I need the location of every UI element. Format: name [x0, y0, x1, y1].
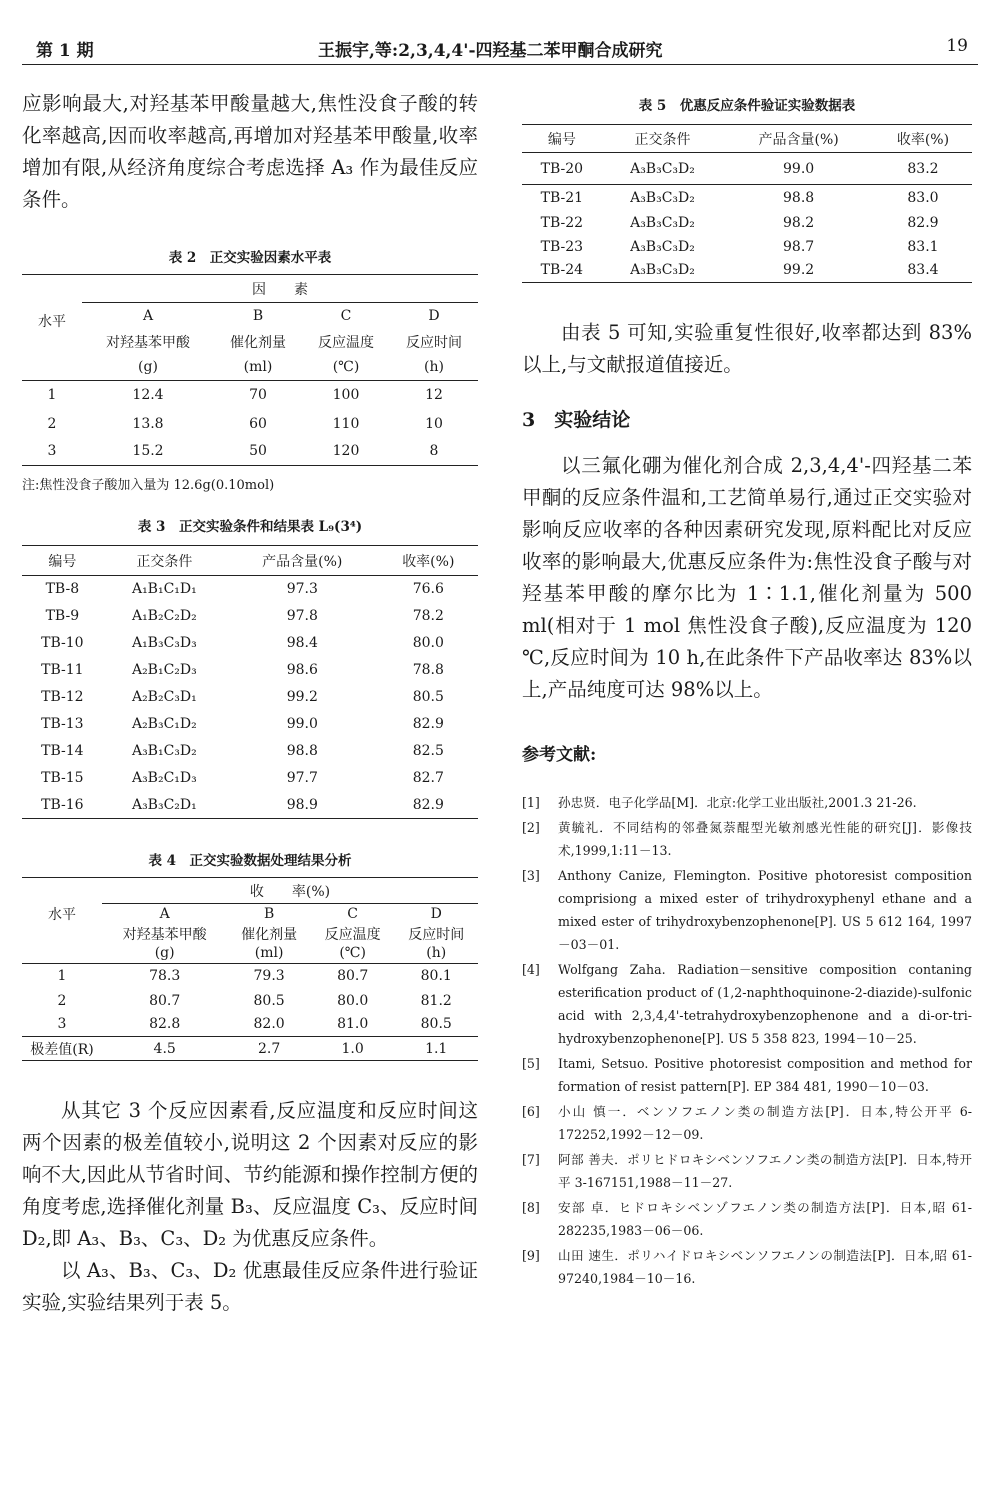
reference-item: [7] 阿部 善夫．ポリヒドロキシベンソフエノン类の制造方法[P]．日本,特开平 3-167151,1988－11－27.	[522, 1152, 972, 1190]
table-group-header: 收 率(%)	[102, 878, 478, 904]
table2	[22, 274, 478, 466]
col-header: 收率(%)	[402, 553, 455, 570]
col-code: D	[430, 905, 442, 922]
table-row: TB-23 A₃B₃C₃D₂ 98.7 83.1	[540, 238, 939, 255]
col-header: 正交条件	[634, 131, 691, 148]
references-heading: 参考文献:	[522, 745, 597, 765]
col-unit: (h)	[426, 945, 447, 962]
issue-number: 第 1 期	[36, 41, 94, 61]
table-row: TB-24 A₃B₃C₃D₂ 99.2 83.4	[522, 259, 972, 283]
paragraph: 从其它 3 个反应因素看,反应温度和反应时间这两个因素的极差值较小,说明这 2 个因素对反应的影响不大,因此从节省时间、节约能源和操作控制方便的角度考虑,选择催化剂量 B₃、反应温度 C₃、反应时间 D₂,即 A₃、B₃、C₃、D₂ 为优惠反应条件。	[22, 1099, 478, 1250]
table-row: TB-12 A₂B₂C₃D₁ 99.2 80.5	[41, 689, 444, 705]
table-rowhead: 水平	[22, 878, 102, 964]
table3-caption: 表 3 正交实验条件和结果表 L₉(3⁴)	[137, 519, 363, 535]
reference-item: [3] Anthony Canize, Flemington. Positive photoresist composition comprisiong a mixed ester of trihydroxyphenyl ethane and a mixed ester of trihydroxybenzophenone[P]. US 5 612 164, 1997－03－01.	[522, 868, 972, 952]
col-header: 编号	[48, 553, 77, 570]
table4-caption: 表 4 正交实验数据处理结果分析	[148, 853, 352, 869]
page-number: 19	[946, 36, 968, 56]
paragraph: 应影响最大,对羟基苯甲酸量越大,焦性没食子酸的转化率越高,因而收率越高,再增加对羟基苯甲酸量,收率增加有限,从经济角度综合考虑选择 A₃ 作为最佳反应条件。	[22, 92, 478, 211]
col-header: 收率(%)	[896, 131, 950, 148]
col-name: 反应时间	[408, 926, 465, 943]
table4	[22, 877, 478, 1061]
running-title: 王振宇,等:2,3,4,4'-四羟基二苯甲酮合成研究	[318, 41, 663, 61]
table-row: 1 78.3 79.3 80.7 80.1	[57, 968, 452, 985]
table-row: TB-21 A₃B₃C₃D₂ 98.8 83.0	[540, 189, 939, 206]
reference-item: [9] 山田 速生．ポリハイドロキシベンソフエノンの制造法[P]．日本,昭 61-97240,1984－10－16.	[522, 1248, 972, 1286]
col-header: 产品含量(%)	[758, 131, 839, 148]
table-row: 3 82.8 82.0 81.0 80.5	[57, 1016, 452, 1033]
table2-note: 注:焦性没食子酸加入量为 12.6g(0.10mol)	[22, 478, 275, 493]
table5	[522, 124, 972, 283]
table3	[22, 545, 478, 819]
left-column	[22, 88, 478, 1319]
table-row: TB-20 A₃B₃C₃D₂ 99.0 83.2	[522, 153, 972, 185]
col-code: B	[252, 307, 264, 324]
right-column	[522, 88, 972, 1292]
table-row: TB-14 A₃B₁C₃D₂ 98.8 82.5	[41, 743, 444, 759]
col-name: 反应温度	[318, 334, 374, 351]
reference-item: [1] 孙忠贤．电子化学品[M]．北京:化学工业出版社,2001.3 21-26.	[522, 795, 917, 810]
section-heading: 3 实验结论	[522, 409, 631, 431]
col-unit: (℃)	[339, 945, 366, 962]
reference-item: [8] 安部 卓．ヒドロキシベンゾフエノン类の制造方法[P]．日本,昭 61-282235,1983－06－06.	[522, 1200, 972, 1238]
reference-list	[522, 791, 972, 1290]
table-group-header: 因 素	[82, 275, 478, 303]
col-name: 反应时间	[406, 334, 462, 351]
table-rowhead: 水平	[22, 275, 82, 381]
reference-item: [2] 黄毓礼．不同结构的邻叠氮萘醌型光敏剂感光性能的研究[J]．影像技术,1999,1:11－13.	[522, 820, 972, 858]
col-header: 产品含量(%)	[262, 553, 343, 570]
running-header	[22, 34, 978, 65]
table5-caption: 表 5 优惠反应条件验证实验数据表	[638, 98, 856, 114]
table-row: 3 15.2 50 120 8	[22, 438, 478, 466]
col-code: A	[142, 307, 154, 324]
col-unit: (ml)	[254, 945, 284, 962]
table-row: TB-8 A₁B₁C₁D₁ 97.3 76.6	[45, 581, 444, 598]
reference-item: [5] Itami, Setsuo. Positive photoresist composition and method for formation of resist pattern[P]. EP 384 481, 1990－10－03.	[522, 1056, 972, 1094]
col-code: D	[428, 307, 440, 324]
table2-caption: 表 2 正交实验因素水平表	[168, 250, 332, 266]
col-unit: (ml)	[243, 359, 273, 376]
table-row: TB-13 A₂B₃C₁D₂ 99.0 82.9	[41, 716, 444, 732]
col-unit: (℃)	[332, 359, 360, 376]
col-code: C	[340, 307, 352, 324]
col-header: 正交条件	[136, 553, 193, 570]
col-unit: (g)	[138, 359, 158, 376]
col-code: C	[347, 905, 358, 922]
table-row: 1 12.4 70 100 12	[47, 387, 443, 404]
paragraph: 由表 5 可知,实验重复性很好,收率都达到 83%以上,与文献报道值接近。	[522, 321, 972, 376]
col-name: 催化剂量	[230, 334, 286, 351]
col-unit: (g)	[154, 945, 175, 962]
reference-item: [4] Wolfgang Zaha. Radiation－sensitive composition contaning esterification product of (1,2-naphthoquinone-2-diazide)-sulfonic acid with 2,3,4,4'-tetrahydroxybenzophenone and a di-or-tri-hydroxybenzophenone[P]. US 5 358 823, 1994－10－25.	[522, 962, 972, 1046]
table-row: TB-10 A₁B₃C₃D₃ 98.4 80.0	[41, 635, 444, 651]
col-name: 催化剂量	[241, 926, 298, 943]
paragraph: 以 A₃、B₃、C₃、D₂ 优惠最佳反应条件进行验证实验,实验结果列于表 5。	[22, 1259, 478, 1314]
col-name: 反应温度	[324, 926, 381, 943]
table-row: 2 80.7 80.5 80.0 81.2	[57, 992, 452, 1009]
reference-item: [6] 小山 慎一．ベンソフエノン类の制造方法[P]．日本,特公开平 6-172252,1992－12－09.	[522, 1104, 972, 1142]
col-name: 对羟基苯甲酸	[106, 334, 190, 351]
paragraph: 以三氟化硼为催化剂合成 2,3,4,4'-四羟基二苯甲酮的反应条件温和,工艺简单易行,通过正交实验对影响反应收率的各种因素研究发现,原料配比对反应收率的影响最大,优惠反应条件为:焦性没食子酸与对羟基苯甲酸的摩尔比为 1∶1.1,催化剂量为 500 ml(相对于 1 mol 焦性没食子酸),反应温度为 120 ℃,反应时间为 10 h,在此条件下产品收率达 83%以上,产品纯度可达 98%以上。	[522, 454, 972, 701]
table-row: TB-15 A₃B₂C₁D₃ 97.7 82.7	[41, 770, 444, 786]
table-row: TB-9 A₁B₂C₂D₂ 97.8 78.2	[45, 608, 444, 624]
col-code: A	[159, 905, 170, 922]
table-row: 2 13.8 60 110 10	[47, 415, 443, 432]
col-code: B	[263, 905, 275, 922]
table-row: 极差值(R) 4.5 2.7 1.0 1.1	[22, 1037, 478, 1061]
col-name: 对羟基苯甲酸	[122, 926, 207, 943]
table-row: TB-22 A₃B₃C₃D₂ 98.2 82.9	[540, 214, 939, 231]
col-unit: (h)	[424, 359, 444, 376]
table-row: TB-16 A₃B₃C₂D₁ 98.9 82.9	[22, 792, 478, 819]
col-header: 编号	[547, 131, 576, 148]
table-row: TB-11 A₂B₁C₂D₃ 98.6 78.8	[41, 662, 444, 678]
